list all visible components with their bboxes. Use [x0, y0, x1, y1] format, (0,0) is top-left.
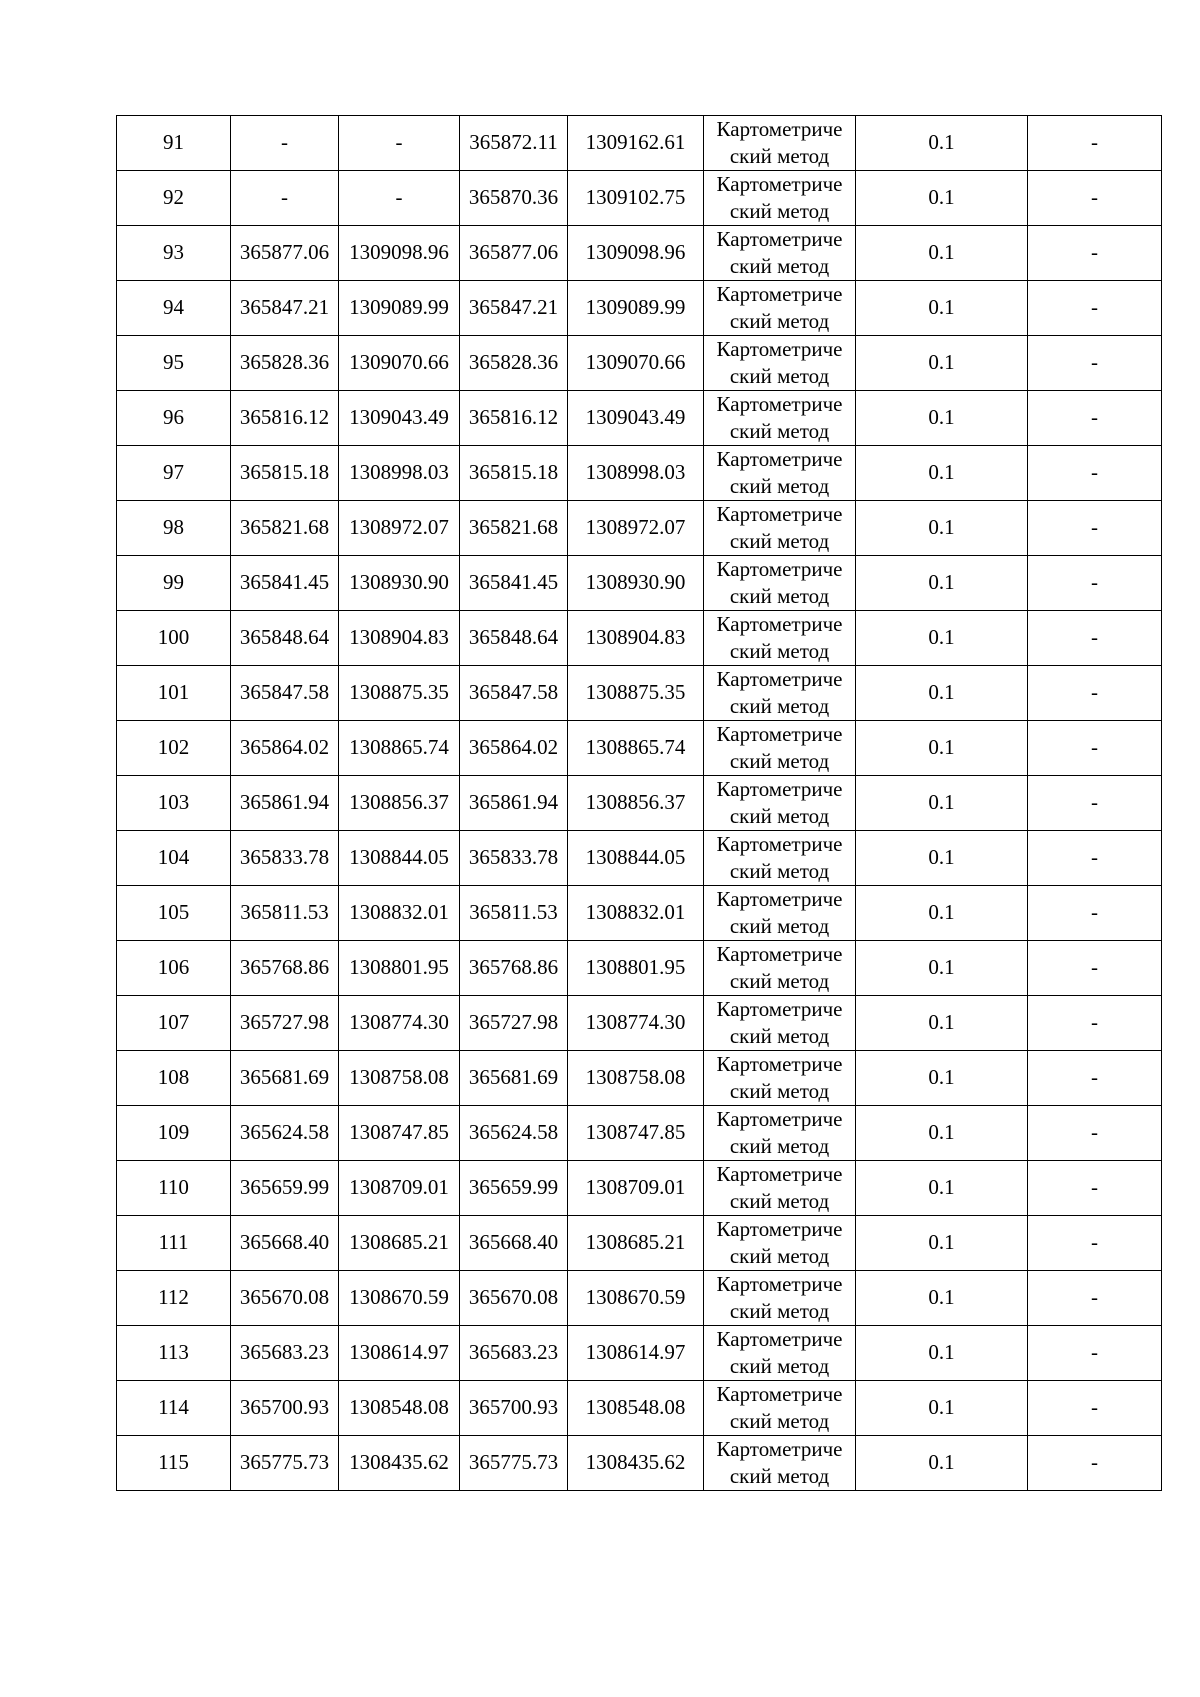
- table-row: [117, 391, 1162, 446]
- refined-y-cell: 1308801.95: [568, 941, 704, 996]
- note-cell: -: [1028, 501, 1162, 556]
- method-cell: [704, 1161, 856, 1216]
- refined-x-cell: 365681.69: [460, 1051, 568, 1106]
- accuracy-cell: 0.1: [856, 556, 1028, 611]
- refined-y-cell: 1308856.37: [568, 776, 704, 831]
- existing-y-cell: 1308875.35: [339, 666, 460, 721]
- existing-y-cell: 1309089.99: [339, 281, 460, 336]
- accuracy-cell: 0.1: [856, 171, 1028, 226]
- method-cell: [704, 1216, 856, 1271]
- existing-x-cell: 365841.45: [231, 556, 339, 611]
- refined-x-cell: 365872.11: [460, 116, 568, 171]
- refined-y-cell: 1308670.59: [568, 1271, 704, 1326]
- method-cell: [704, 556, 856, 611]
- note-cell: -: [1028, 1161, 1162, 1216]
- method-text-line1: Картометриче: [716, 117, 843, 141]
- existing-y-cell: 1308972.07: [339, 501, 460, 556]
- refined-y-cell: 1309089.99: [568, 281, 704, 336]
- refined-y-cell: 1309098.96: [568, 226, 704, 281]
- existing-y-cell: 1308801.95: [339, 941, 460, 996]
- existing-y-cell: 1308865.74: [339, 721, 460, 776]
- refined-x-cell: 365659.99: [460, 1161, 568, 1216]
- accuracy-cell: 0.1: [856, 996, 1028, 1051]
- existing-y-cell: 1309098.96: [339, 226, 460, 281]
- existing-y-cell: 1308832.01: [339, 886, 460, 941]
- point-number-cell: 100: [117, 611, 231, 666]
- refined-y-cell: 1309070.66: [568, 336, 704, 391]
- point-number-cell: 91: [117, 116, 231, 171]
- table-row: [117, 666, 1162, 721]
- note-cell: -: [1028, 556, 1162, 611]
- table-row: [117, 1381, 1162, 1436]
- existing-x-cell: 365668.40: [231, 1216, 339, 1271]
- point-number-cell: 93: [117, 226, 231, 281]
- accuracy-cell: 0.1: [856, 886, 1028, 941]
- method-text-line2: ский метод: [729, 474, 830, 498]
- note-cell: -: [1028, 391, 1162, 446]
- method-text-line1: Картометриче: [716, 557, 843, 581]
- method-text-line1: Картометриче: [716, 1107, 843, 1131]
- existing-x-cell: 365683.23: [231, 1326, 339, 1381]
- existing-y-cell: 1308685.21: [339, 1216, 460, 1271]
- refined-x-cell: 365870.36: [460, 171, 568, 226]
- method-text-line1: Картометриче: [716, 337, 843, 361]
- method-text-line1: Картометриче: [716, 227, 843, 251]
- accuracy-cell: 0.1: [856, 391, 1028, 446]
- accuracy-cell: 0.1: [856, 1326, 1028, 1381]
- note-cell: -: [1028, 776, 1162, 831]
- refined-x-cell: 365828.36: [460, 336, 568, 391]
- method-text-line1: Картометриче: [716, 1272, 843, 1296]
- accuracy-cell: 0.1: [856, 831, 1028, 886]
- existing-y-cell: 1308548.08: [339, 1381, 460, 1436]
- existing-y-cell: 1308930.90: [339, 556, 460, 611]
- method-text-line1: Картометриче: [716, 887, 843, 911]
- refined-y-cell: 1308709.01: [568, 1161, 704, 1216]
- method-text-line2: ский метод: [729, 584, 830, 608]
- refined-x-cell: 365833.78: [460, 831, 568, 886]
- method-text-line2: ский метод: [729, 1189, 830, 1213]
- table-row: [117, 446, 1162, 501]
- existing-x-cell: 365816.12: [231, 391, 339, 446]
- refined-x-cell: 365775.73: [460, 1436, 568, 1491]
- refined-y-cell: 1308614.97: [568, 1326, 704, 1381]
- existing-x-cell: 365847.21: [231, 281, 339, 336]
- method-text-line1: Картометриче: [716, 942, 843, 966]
- refined-x-cell: 365700.93: [460, 1381, 568, 1436]
- table-row: [117, 1271, 1162, 1326]
- note-cell: -: [1028, 721, 1162, 776]
- table-row: [117, 501, 1162, 556]
- refined-x-cell: 365847.58: [460, 666, 568, 721]
- accuracy-cell: 0.1: [856, 1381, 1028, 1436]
- existing-x-cell: 365700.93: [231, 1381, 339, 1436]
- refined-y-cell: 1309162.61: [568, 116, 704, 171]
- method-text-line1: Картометриче: [716, 667, 843, 691]
- refined-y-cell: 1308998.03: [568, 446, 704, 501]
- method-text-line1: Картометриче: [716, 1437, 843, 1461]
- table-row: [117, 1161, 1162, 1216]
- refined-x-cell: 365768.86: [460, 941, 568, 996]
- method-text-line1: Картометриче: [716, 997, 843, 1021]
- method-cell: [704, 666, 856, 721]
- accuracy-cell: 0.1: [856, 1106, 1028, 1161]
- method-cell: [704, 1436, 856, 1491]
- method-text-line1: Картометриче: [716, 1327, 843, 1351]
- note-cell: -: [1028, 1216, 1162, 1271]
- note-cell: -: [1028, 941, 1162, 996]
- table-row: [117, 116, 1162, 171]
- existing-y-cell: 1308998.03: [339, 446, 460, 501]
- existing-y-cell: 1308856.37: [339, 776, 460, 831]
- coordinates-table: [116, 115, 1162, 1491]
- method-text-line2: ский метод: [729, 1299, 830, 1323]
- accuracy-cell: 0.1: [856, 226, 1028, 281]
- method-text-line2: ский метод: [729, 254, 830, 278]
- table-row: [117, 226, 1162, 281]
- accuracy-cell: 0.1: [856, 1271, 1028, 1326]
- existing-x-cell: 365828.36: [231, 336, 339, 391]
- refined-y-cell: 1308685.21: [568, 1216, 704, 1271]
- existing-y-cell: 1308614.97: [339, 1326, 460, 1381]
- refined-x-cell: 365877.06: [460, 226, 568, 281]
- table-row: [117, 1436, 1162, 1491]
- method-cell: [704, 501, 856, 556]
- method-cell: [704, 1106, 856, 1161]
- refined-y-cell: 1309043.49: [568, 391, 704, 446]
- note-cell: -: [1028, 611, 1162, 666]
- existing-y-cell: 1309070.66: [339, 336, 460, 391]
- note-cell: -: [1028, 886, 1162, 941]
- accuracy-cell: 0.1: [856, 1161, 1028, 1216]
- method-text-line2: ский метод: [729, 694, 830, 718]
- existing-x-cell: -: [231, 116, 339, 171]
- point-number-cell: 107: [117, 996, 231, 1051]
- refined-x-cell: 365821.68: [460, 501, 568, 556]
- refined-x-cell: 365816.12: [460, 391, 568, 446]
- point-number-cell: 115: [117, 1436, 231, 1491]
- existing-y-cell: 1308670.59: [339, 1271, 460, 1326]
- table-row: [117, 721, 1162, 776]
- accuracy-cell: 0.1: [856, 281, 1028, 336]
- point-number-cell: 103: [117, 776, 231, 831]
- existing-x-cell: 365821.68: [231, 501, 339, 556]
- refined-x-cell: 365670.08: [460, 1271, 568, 1326]
- accuracy-cell: 0.1: [856, 501, 1028, 556]
- refined-x-cell: 365864.02: [460, 721, 568, 776]
- method-text-line1: Картометриче: [716, 1052, 843, 1076]
- accuracy-cell: 0.1: [856, 116, 1028, 171]
- method-text-line1: Картометриче: [716, 1162, 843, 1186]
- note-cell: -: [1028, 281, 1162, 336]
- point-number-cell: 98: [117, 501, 231, 556]
- note-cell: -: [1028, 1326, 1162, 1381]
- point-number-cell: 99: [117, 556, 231, 611]
- accuracy-cell: 0.1: [856, 611, 1028, 666]
- existing-x-cell: 365864.02: [231, 721, 339, 776]
- method-cell: [704, 116, 856, 171]
- note-cell: -: [1028, 996, 1162, 1051]
- table-row: [117, 1106, 1162, 1161]
- existing-y-cell: 1308844.05: [339, 831, 460, 886]
- note-cell: -: [1028, 116, 1162, 171]
- method-cell: [704, 776, 856, 831]
- accuracy-cell: 0.1: [856, 1216, 1028, 1271]
- method-text-line2: ский метод: [729, 1079, 830, 1103]
- note-cell: -: [1028, 1436, 1162, 1491]
- point-number-cell: 109: [117, 1106, 231, 1161]
- method-text-line1: Картометриче: [716, 172, 843, 196]
- table-row: [117, 611, 1162, 666]
- existing-y-cell: 1308904.83: [339, 611, 460, 666]
- method-cell: [704, 721, 856, 776]
- note-cell: -: [1028, 831, 1162, 886]
- point-number-cell: 111: [117, 1216, 231, 1271]
- method-text-line2: ский метод: [729, 969, 830, 993]
- method-cell: [704, 1271, 856, 1326]
- refined-x-cell: 365668.40: [460, 1216, 568, 1271]
- refined-y-cell: 1308865.74: [568, 721, 704, 776]
- existing-y-cell: 1308758.08: [339, 1051, 460, 1106]
- method-text-line2: ский метод: [729, 1409, 830, 1433]
- method-text-line2: ский метод: [729, 1024, 830, 1048]
- point-number-cell: 114: [117, 1381, 231, 1436]
- existing-y-cell: 1308747.85: [339, 1106, 460, 1161]
- point-number-cell: 101: [117, 666, 231, 721]
- method-cell: [704, 1381, 856, 1436]
- table-row: [117, 1216, 1162, 1271]
- refined-x-cell: 365683.23: [460, 1326, 568, 1381]
- method-text-line1: Картометриче: [716, 832, 843, 856]
- point-number-cell: 105: [117, 886, 231, 941]
- refined-y-cell: 1308435.62: [568, 1436, 704, 1491]
- method-cell: [704, 611, 856, 666]
- refined-x-cell: 365861.94: [460, 776, 568, 831]
- refined-y-cell: 1308747.85: [568, 1106, 704, 1161]
- refined-y-cell: 1308972.07: [568, 501, 704, 556]
- method-cell: [704, 886, 856, 941]
- method-text-line1: Картометриче: [716, 777, 843, 801]
- method-cell: [704, 1326, 856, 1381]
- point-number-cell: 113: [117, 1326, 231, 1381]
- table-row: [117, 1326, 1162, 1381]
- existing-x-cell: 365847.58: [231, 666, 339, 721]
- refined-x-cell: 365847.21: [460, 281, 568, 336]
- table-row: [117, 1051, 1162, 1106]
- table-row: [117, 941, 1162, 996]
- note-cell: -: [1028, 336, 1162, 391]
- table-row: [117, 886, 1162, 941]
- accuracy-cell: 0.1: [856, 776, 1028, 831]
- method-text-line2: ский метод: [729, 364, 830, 388]
- existing-x-cell: 365861.94: [231, 776, 339, 831]
- table-row: [117, 336, 1162, 391]
- existing-x-cell: 365848.64: [231, 611, 339, 666]
- method-text-line1: Картометриче: [716, 502, 843, 526]
- method-text-line1: Картометриче: [716, 282, 843, 306]
- note-cell: -: [1028, 171, 1162, 226]
- refined-x-cell: 365811.53: [460, 886, 568, 941]
- refined-x-cell: 365848.64: [460, 611, 568, 666]
- existing-x-cell: 365833.78: [231, 831, 339, 886]
- existing-x-cell: 365727.98: [231, 996, 339, 1051]
- table-row: [117, 831, 1162, 886]
- method-text-line2: ский метод: [729, 749, 830, 773]
- existing-x-cell: -: [231, 171, 339, 226]
- refined-y-cell: 1308844.05: [568, 831, 704, 886]
- point-number-cell: 106: [117, 941, 231, 996]
- method-cell: [704, 336, 856, 391]
- point-number-cell: 94: [117, 281, 231, 336]
- accuracy-cell: 0.1: [856, 941, 1028, 996]
- table-row: [117, 556, 1162, 611]
- table-row: [117, 776, 1162, 831]
- method-text-line1: Картометриче: [716, 612, 843, 636]
- note-cell: -: [1028, 446, 1162, 501]
- refined-y-cell: 1308774.30: [568, 996, 704, 1051]
- point-number-cell: 108: [117, 1051, 231, 1106]
- refined-y-cell: 1309102.75: [568, 171, 704, 226]
- refined-x-cell: 365727.98: [460, 996, 568, 1051]
- note-cell: -: [1028, 1271, 1162, 1326]
- method-text-line2: ский метод: [729, 1134, 830, 1158]
- point-number-cell: 92: [117, 171, 231, 226]
- note-cell: -: [1028, 1051, 1162, 1106]
- refined-y-cell: 1308548.08: [568, 1381, 704, 1436]
- method-cell: [704, 281, 856, 336]
- point-number-cell: 104: [117, 831, 231, 886]
- existing-y-cell: 1308774.30: [339, 996, 460, 1051]
- method-text-line2: ский метод: [729, 199, 830, 223]
- method-text-line2: ский метод: [729, 144, 830, 168]
- method-cell: [704, 391, 856, 446]
- method-cell: [704, 941, 856, 996]
- method-cell: [704, 831, 856, 886]
- method-cell: [704, 446, 856, 501]
- point-number-cell: 96: [117, 391, 231, 446]
- refined-x-cell: 365624.58: [460, 1106, 568, 1161]
- note-cell: -: [1028, 666, 1162, 721]
- point-number-cell: 102: [117, 721, 231, 776]
- table-row: [117, 996, 1162, 1051]
- method-text-line1: Картометриче: [716, 1217, 843, 1241]
- existing-x-cell: 365815.18: [231, 446, 339, 501]
- accuracy-cell: 0.1: [856, 1436, 1028, 1491]
- table-row: [117, 171, 1162, 226]
- existing-y-cell: 1309043.49: [339, 391, 460, 446]
- method-text-line2: ский метод: [729, 309, 830, 333]
- existing-y-cell: -: [339, 171, 460, 226]
- method-text-line2: ский метод: [729, 1244, 830, 1268]
- point-number-cell: 97: [117, 446, 231, 501]
- refined-y-cell: 1308832.01: [568, 886, 704, 941]
- method-text-line2: ский метод: [729, 529, 830, 553]
- method-cell: [704, 1051, 856, 1106]
- method-cell: [704, 171, 856, 226]
- point-number-cell: 112: [117, 1271, 231, 1326]
- accuracy-cell: 0.1: [856, 1051, 1028, 1106]
- point-number-cell: 110: [117, 1161, 231, 1216]
- note-cell: -: [1028, 226, 1162, 281]
- existing-y-cell: -: [339, 116, 460, 171]
- accuracy-cell: 0.1: [856, 721, 1028, 776]
- method-text-line2: ский метод: [729, 859, 830, 883]
- existing-x-cell: 365877.06: [231, 226, 339, 281]
- table-body: [117, 116, 1162, 1491]
- existing-x-cell: 365768.86: [231, 941, 339, 996]
- method-text-line2: ский метод: [729, 1464, 830, 1488]
- method-text-line2: ский метод: [729, 639, 830, 663]
- refined-y-cell: 1308904.83: [568, 611, 704, 666]
- method-text-line1: Картометриче: [716, 722, 843, 746]
- refined-y-cell: 1308930.90: [568, 556, 704, 611]
- method-text-line1: Картометриче: [716, 1382, 843, 1406]
- point-number-cell: 95: [117, 336, 231, 391]
- accuracy-cell: 0.1: [856, 666, 1028, 721]
- method-text-line2: ский метод: [729, 1354, 830, 1378]
- existing-y-cell: 1308709.01: [339, 1161, 460, 1216]
- existing-y-cell: 1308435.62: [339, 1436, 460, 1491]
- method-cell: [704, 996, 856, 1051]
- accuracy-cell: 0.1: [856, 446, 1028, 501]
- table-row: [117, 281, 1162, 336]
- existing-x-cell: 365775.73: [231, 1436, 339, 1491]
- method-text-line1: Картометриче: [716, 447, 843, 471]
- method-text-line2: ский метод: [729, 419, 830, 443]
- accuracy-cell: 0.1: [856, 336, 1028, 391]
- existing-x-cell: 365811.53: [231, 886, 339, 941]
- note-cell: -: [1028, 1106, 1162, 1161]
- refined-y-cell: 1308875.35: [568, 666, 704, 721]
- refined-x-cell: 365815.18: [460, 446, 568, 501]
- existing-x-cell: 365624.58: [231, 1106, 339, 1161]
- refined-x-cell: 365841.45: [460, 556, 568, 611]
- existing-x-cell: 365681.69: [231, 1051, 339, 1106]
- existing-x-cell: 365670.08: [231, 1271, 339, 1326]
- note-cell: -: [1028, 1381, 1162, 1436]
- method-text-line2: ский метод: [729, 804, 830, 828]
- method-text-line1: Картометриче: [716, 392, 843, 416]
- method-text-line2: ский метод: [729, 914, 830, 938]
- refined-y-cell: 1308758.08: [568, 1051, 704, 1106]
- method-cell: [704, 226, 856, 281]
- existing-x-cell: 365659.99: [231, 1161, 339, 1216]
